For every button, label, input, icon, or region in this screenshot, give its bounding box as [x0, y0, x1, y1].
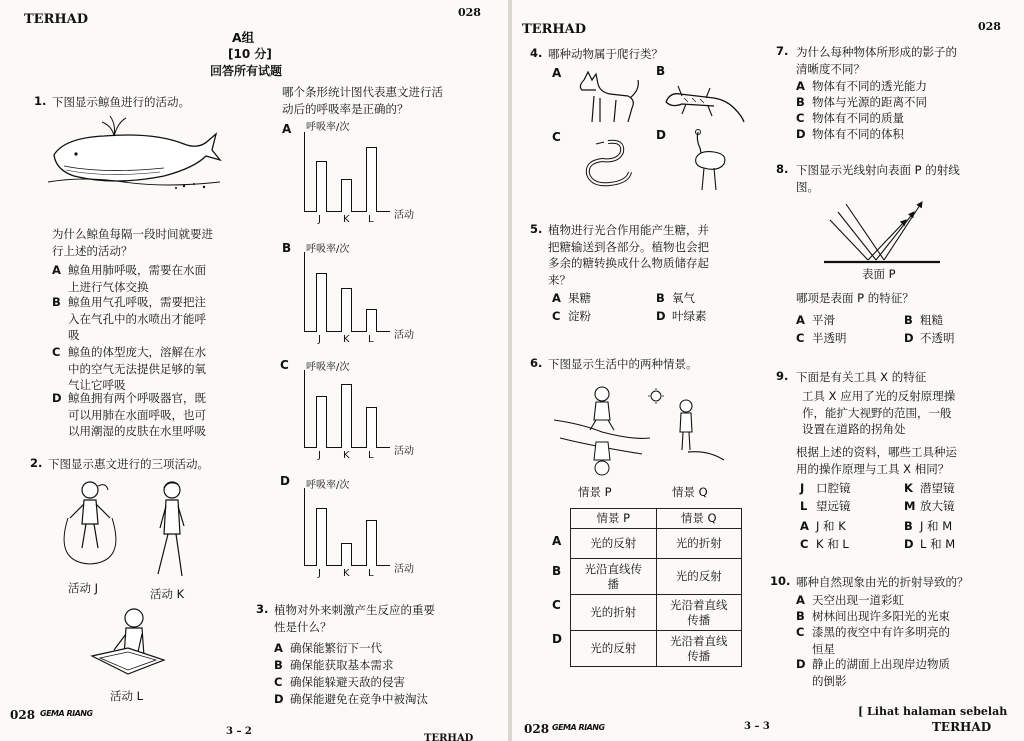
q9-option-d[interactable]: D L 和 M [904, 537, 956, 551]
q2-tick-b-l: L [368, 334, 374, 345]
q6-row-c[interactable]: 光的折射 光沿着直线 传播 [571, 595, 742, 631]
q2-tick-b-j: J [318, 334, 321, 345]
q2-bar-d-k [341, 543, 352, 566]
footer-code-left: 028 [10, 708, 36, 722]
scene-p-label: 情景 P [578, 485, 612, 499]
q2-bar-d-l [366, 520, 377, 566]
q6-row-a-letter: A [552, 534, 562, 548]
q2-tick-a-j: J [318, 214, 321, 225]
q7-number: 7. [776, 44, 789, 58]
q6-row-b-letter: B [552, 564, 562, 578]
q7-option-b[interactable]: B 物体与光源的距离不同 [796, 95, 927, 109]
scene-p-reflection-illustration [552, 380, 652, 480]
surface-p-ray-diagram [822, 196, 942, 268]
q10-option-d[interactable]: D 静止的湖面上出现岸边物质 的倒影 [796, 657, 950, 688]
q2-tick-d-j: J [318, 568, 321, 579]
activity-l-washing-illustration [88, 604, 168, 682]
q5-option-d[interactable]: D 叶绿素 [656, 309, 707, 323]
activity-j-label: 活动 J [68, 581, 99, 595]
q4-option-a-letter[interactable]: A [552, 66, 562, 80]
section-title: A组 [232, 30, 255, 45]
q6-stem: 下图显示生活中的两种情景。 [548, 357, 698, 371]
q1-question: 为什么鲸鱼每隔一段时间就要进 行上述的活动？ [52, 227, 213, 258]
q9-question: 根据上述的资料，哪些工具种运 用的操作原理与工具 X 相同？ [796, 445, 957, 476]
scene-q-shadow-illustration [648, 388, 728, 468]
q1-option-b[interactable]: B 鲸鱼用气孔呼吸，需要把注 入在气孔中的水喷出才能呼 吸 [52, 295, 206, 342]
q2-chart-a-ylabel: 呼吸率/次 [306, 122, 350, 133]
q3-number: 3. [256, 602, 269, 616]
page-number-left: 3 – 2 [226, 726, 252, 737]
q9-stem: 下面是有关工具 X 的特征 [796, 370, 927, 384]
q5-option-c[interactable]: C 淀粉 [552, 309, 591, 323]
q2-chart-c[interactable] [304, 370, 390, 461]
q2-option-d-letter: D [280, 474, 290, 488]
surface-p-label: 表面 P [862, 267, 896, 281]
q2-number: 2. [30, 456, 43, 470]
q1-option-c[interactable]: C 鲸鱼的体型庞大，溶解在水 中的空气无法提供足够的氧 气让它呼吸 [52, 345, 206, 392]
q2-chart-c-xlabel: 活动 [394, 446, 414, 457]
header-code-right: 028 [978, 20, 1001, 33]
header-terhad-left: TERHAD [24, 12, 89, 27]
q2-bar-a-k [341, 179, 352, 212]
q9-item-l: L 望远镜 [800, 499, 851, 513]
q8-question: 哪项是表面 P 的特征？ [796, 291, 914, 305]
scene-q-label: 情景 Q [672, 485, 708, 499]
q3-stem: 植物对外来刺激产生反应的重要 性是什么？ [274, 603, 435, 634]
q6-row-a[interactable]: 光的反射 光的折射 [571, 529, 742, 559]
q2-chart-a-xlabel: 活动 [394, 210, 414, 221]
footer-code-right: 028 [524, 722, 550, 736]
q2-tick-d-k: K [343, 568, 350, 579]
q9-item-k: K 潜望镜 [904, 481, 955, 495]
q3-option-b[interactable]: B 确保能获取基本需求 [274, 658, 394, 672]
q5-option-b[interactable]: B 氧气 [656, 291, 695, 305]
q5-stem: 植物进行光合作用能产生糖，并 把糖输送到各部分。植物也会把 多余的糖转换成什么物质储存起 来？ [548, 223, 709, 287]
q8-option-a[interactable]: A 平滑 [796, 313, 835, 327]
q10-option-b[interactable]: B 树林间出现许多阳光的光束 [796, 609, 950, 623]
q2-tick-c-l: L [368, 450, 374, 461]
header-code-left: 028 [458, 6, 481, 19]
q2-chart-d-xlabel: 活动 [394, 564, 414, 575]
q10-stem: 哪种自然现象由光的折射导致的？ [796, 575, 969, 589]
q9-option-c[interactable]: C K 和 L [800, 537, 849, 551]
q2-bar-b-j [316, 273, 327, 332]
q2-bar-b-k [341, 288, 352, 332]
activity-k-label: 活动 K [150, 587, 185, 601]
section-marks: [10 分] [228, 47, 272, 61]
q6-answer-table [570, 508, 742, 667]
q2-bar-a-j [316, 161, 327, 212]
footer-terhad-partial: TERHAD [424, 733, 474, 741]
activity-l-label: 活动 L [110, 689, 144, 703]
q4-option-b-letter[interactable]: B [656, 64, 666, 78]
q4-number: 4. [530, 46, 543, 60]
q8-stem: 下图显示光线射向表面 P 的射线 图。 [796, 163, 960, 194]
q7-option-c[interactable]: C 物体有不同的质量 [796, 111, 904, 125]
q2-chart-b[interactable] [304, 252, 390, 345]
q3-option-c[interactable]: C 确保能躲避天敌的侵害 [274, 675, 405, 689]
q2-chart-a[interactable] [304, 132, 390, 225]
q5-option-a[interactable]: A 果糖 [552, 291, 591, 305]
q4-option-d-letter[interactable]: D [656, 128, 666, 142]
q1-stem: 下图显示鲸鱼进行的活动。 [52, 95, 190, 109]
q2-stem: 下图显示惠文进行的三项活动。 [48, 457, 209, 471]
q2-bar-c-j [316, 396, 327, 448]
q2-option-b-letter: B [282, 241, 292, 255]
q7-stem: 为什么每种物体所形成的影子的 清晰度不同？ [796, 45, 957, 76]
q2-chart-d[interactable] [304, 488, 390, 579]
publisher-logo: GEMA RIANG [40, 709, 93, 718]
q1-option-a[interactable]: A 鲸鱼用肺呼吸，需要在水面 上进行气体交换 [52, 263, 206, 294]
q4-option-c-letter[interactable]: C [552, 130, 561, 144]
q2-tick-d-l: L [368, 568, 374, 579]
q4-stem: 哪种动物属于爬行类？ [548, 47, 663, 61]
page-number-right: 3 – 3 [744, 721, 770, 732]
q6-row-d[interactable]: 光的反射 光沿着直线 传播 [571, 631, 742, 667]
q2-chart-c-ylabel: 呼吸率/次 [306, 362, 350, 373]
q8-option-b[interactable]: B 粗糙 [904, 313, 943, 327]
q2-bar-a-l [366, 147, 377, 212]
q2-bar-b-l [366, 309, 377, 332]
snake-icon[interactable] [578, 130, 638, 190]
q6-header-p: 情景 P [571, 509, 657, 529]
right-page [512, 0, 1024, 741]
section-instruction: 回答所有试题 [210, 64, 283, 78]
q2-tick-a-k: K [343, 214, 350, 225]
q2-bar-c-k [341, 384, 352, 448]
fox-icon[interactable] [570, 70, 640, 126]
q2-option-a-letter: A [282, 122, 292, 136]
publisher-logo-right: GEMA RIANG [552, 723, 605, 732]
q8-option-d[interactable]: D 不透明 [904, 331, 955, 345]
q10-option-a[interactable]: A 天空出现一道彩虹 [796, 593, 904, 607]
q5-number: 5. [530, 222, 543, 236]
q9-info: 工具 X 应用了光的反射原理操 作，能扩大视野的范围，一般 设置在道路的拐角处 [802, 389, 956, 436]
activity-j-skipping-illustration [54, 478, 124, 568]
q9-number: 9. [776, 369, 789, 383]
lizard-icon[interactable] [662, 80, 746, 124]
q2-tick-a-l: L [368, 214, 374, 225]
q1-number: 1. [34, 94, 47, 108]
q6-row-d-letter: D [552, 632, 562, 646]
q9-option-a[interactable]: A J 和 K [800, 519, 846, 533]
q2-tick-c-j: J [318, 450, 321, 461]
q6-number: 6. [530, 356, 543, 370]
q6-row-b[interactable]: 光沿直线传 播 光的反射 [571, 559, 742, 595]
ostrich-icon[interactable] [684, 128, 734, 192]
activity-k-walking-illustration [146, 478, 196, 582]
q2-question: 哪个条形统计图代表惠文进行活 动后的呼吸率是正确的？ [282, 85, 443, 116]
q6-header-q: 情景 Q [656, 509, 742, 529]
q3-option-a[interactable]: A 确保能繁衍下一代 [274, 641, 382, 655]
q8-option-c[interactable]: C 半透明 [796, 331, 847, 345]
q2-tick-b-k: K [343, 334, 350, 345]
q2-chart-b-ylabel: 呼吸率/次 [306, 244, 350, 255]
whale-illustration [44, 110, 224, 192]
q3-option-d[interactable]: D 确保能避免在竞争中被淘汰 [274, 692, 428, 706]
q2-tick-c-k: K [343, 450, 350, 461]
q7-option-d[interactable]: D 物体有不同的体积 [796, 127, 904, 141]
q7-option-a[interactable]: A 物体有不同的透光能力 [796, 79, 927, 93]
q8-number: 8. [776, 162, 789, 176]
q10-option-c[interactable]: C 漆黑的夜空中有许多明亮的 恒星 [796, 625, 950, 656]
q2-bar-c-l [366, 407, 377, 448]
q1-option-d[interactable]: D 鲸鱼拥有两个呼吸器官，既 可以用肺在水面呼吸，也可 以用潮湿的皮肤在水里呼吸 [52, 391, 206, 438]
q6-row-c-letter: C [552, 598, 561, 612]
header-terhad-right: TERHAD [522, 22, 587, 37]
footer-terhad-right: TERHAD [932, 720, 992, 734]
q2-chart-b-xlabel: 活动 [394, 330, 414, 341]
q9-option-b[interactable]: B J 和 M [904, 519, 953, 533]
q9-item-m: M 放大镜 [904, 499, 955, 513]
left-page [0, 0, 508, 741]
see-next-page-note: [ Lihat halaman sebelah [858, 705, 1008, 718]
q2-bar-d-j [316, 508, 327, 566]
q2-chart-d-ylabel: 呼吸率/次 [306, 480, 350, 491]
q10-number: 10. [770, 574, 791, 588]
q2-option-c-letter: C [280, 358, 289, 372]
q9-item-j: J 口腔镜 [800, 481, 851, 495]
